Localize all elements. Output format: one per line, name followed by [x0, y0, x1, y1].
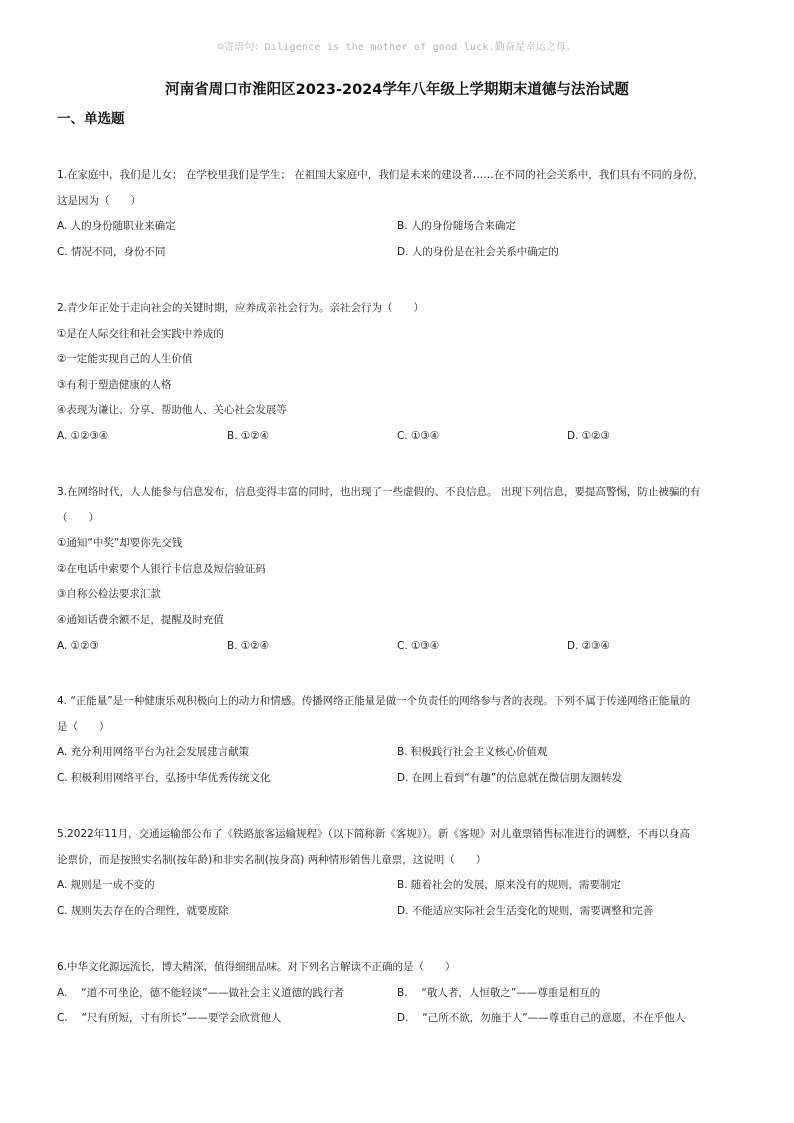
options-row — [57, 766, 747, 792]
question-stem: 2.青少年正处于走向社会的关键时期，应养成亲社会行为。亲社会行为（ ） — [57, 302, 425, 314]
options-row — [57, 424, 747, 450]
statement-2: ②在电话中索要个人银行卡信息及短信验证码 — [57, 562, 266, 575]
options-row — [57, 740, 747, 766]
options-row — [57, 214, 747, 240]
option-c[interactable]: C. 情况不同，身份不同 — [57, 245, 166, 258]
option-c[interactable]: C. ①③④ — [397, 429, 440, 442]
option-b[interactable]: B. 随着社会的发展，原来没有的规则，需要制定 — [397, 879, 621, 892]
statement-1: ①是在人际交往和社会实践中养成的 — [57, 327, 224, 340]
options-row — [57, 873, 747, 899]
question-2 — [57, 296, 747, 450]
option-b[interactable]: B. “敬人者，人恒敬之”——尊重是相互的 — [397, 986, 601, 999]
options-row — [57, 240, 747, 266]
option-a[interactable]: A. “道不可坐论，德不能轻谈”——做社会主义道德的践行者 — [57, 986, 345, 999]
option-d[interactable]: D. 在网上看到“有趣”的信息就在微信朋友圈转发 — [397, 771, 623, 784]
question-3 — [57, 480, 747, 659]
option-d[interactable]: D. 人的身份是在社会关系中确定的 — [397, 245, 559, 258]
question-stem: 4. “正能量”是一种健康乐观积极向上的动力和情感。传播网络正能量是做一个负责任的网络参与者的表现。下列不属于传递网络正能量的 — [57, 695, 691, 707]
question-6 — [57, 955, 747, 1032]
option-b[interactable]: B. 积极践行社会主义核心价值观 — [397, 746, 548, 759]
question-stem: 6.中华文化源远流长，博大精深，值得细细品味。对下列名言解读不正确的是（ ） — [57, 961, 456, 973]
exam-title: 河南省周口市淮阳区2023-2024学年八年级上学期期末道德与法治试题 — [165, 82, 629, 98]
question-1 — [57, 163, 747, 265]
statement-4: ④通知话费余额不足，提醒及时充值 — [57, 613, 224, 626]
option-a[interactable]: A. ①②③④ — [57, 429, 109, 442]
option-b[interactable]: B. 人的身份随场合来确定 — [397, 220, 516, 233]
option-b[interactable]: B. ①②④ — [227, 639, 270, 652]
question-stem-continued: 这是因为（ ） — [57, 194, 141, 207]
statement-3: ③自称公检法要求汇款 — [57, 588, 161, 601]
options-row — [57, 981, 747, 1007]
option-c[interactable]: C. 积极利用网络平台，弘扬中华优秀传统文化 — [57, 771, 271, 784]
option-a[interactable]: A. 充分利用网络平台为社会发展建言献策 — [57, 746, 250, 759]
question-stem-continued: （ ） — [57, 511, 99, 524]
options-row — [57, 899, 747, 925]
option-c[interactable]: C. 规则失去存在的合理性，就要废除 — [57, 904, 229, 917]
motto-watermark: ☺寄语句：Diligence is the mother of good luck.勤奋是幸运之母。 — [217, 42, 577, 53]
option-a[interactable]: A. ①②③ — [57, 639, 99, 652]
question-stem: 3.在网络时代，人人能参与信息发布，信息变得丰富的同时，也出现了一些虚假的、不良信息。 出现下列信息，要提高警惕，防止被骗的有 — [57, 486, 701, 498]
option-d[interactable]: D. 不能适应实际社会生活变化的规则，需要调整和完善 — [397, 904, 654, 917]
statement-1: ①通知“中奖”却要你先交钱 — [57, 537, 183, 550]
statement-3: ③有利于塑造健康的人格 — [57, 378, 172, 391]
option-c[interactable]: C. ①③④ — [397, 639, 440, 652]
option-d[interactable]: D. ②③④ — [567, 639, 610, 652]
statement-2: ②一定能实现自己的人生价值 — [57, 353, 193, 366]
question-4 — [57, 689, 747, 791]
option-c[interactable]: C. “尺有所短，寸有所长”——要学会欣赏他人 — [57, 1012, 282, 1025]
question-stem: 5.2022年11月，交通运输部公布了《铁路旅客运输规程》（以下简称新《客规》）。新《客规》对儿童票销售标准进行的调整，不再以身高 — [57, 828, 690, 840]
option-d[interactable]: D. “己所不欲，勿施于人”——尊重自己的意愿，不在乎他人 — [397, 1012, 686, 1025]
section-heading: 一、单选题 — [57, 111, 125, 127]
options-row — [57, 634, 747, 660]
question-stem-continued: 论票价，而是按照实名制(按年龄)和非实名制(按身高) 两种情形销售儿童票，这说明（ ） — [57, 853, 487, 866]
options-row — [57, 1006, 747, 1032]
statement-4: ④表现为谦让、分享、帮助他人、关心社会发展等 — [57, 404, 287, 417]
question-5 — [57, 822, 747, 924]
option-b[interactable]: B. ①②④ — [227, 429, 270, 442]
option-d[interactable]: D. ①②③ — [567, 429, 610, 442]
question-stem-continued: 是（ ） — [57, 720, 110, 733]
option-a[interactable]: A. 规则是一成不变的 — [57, 879, 155, 892]
question-stem: 1.在家庭中，我们是儿女； 在学校里我们是学生； 在祖国大家庭中，我们是未来的建设者……在不同的社会关系中，我们具有不同的身份， — [57, 169, 704, 181]
option-a[interactable]: A. 人的身份随职业来确定 — [57, 220, 176, 233]
